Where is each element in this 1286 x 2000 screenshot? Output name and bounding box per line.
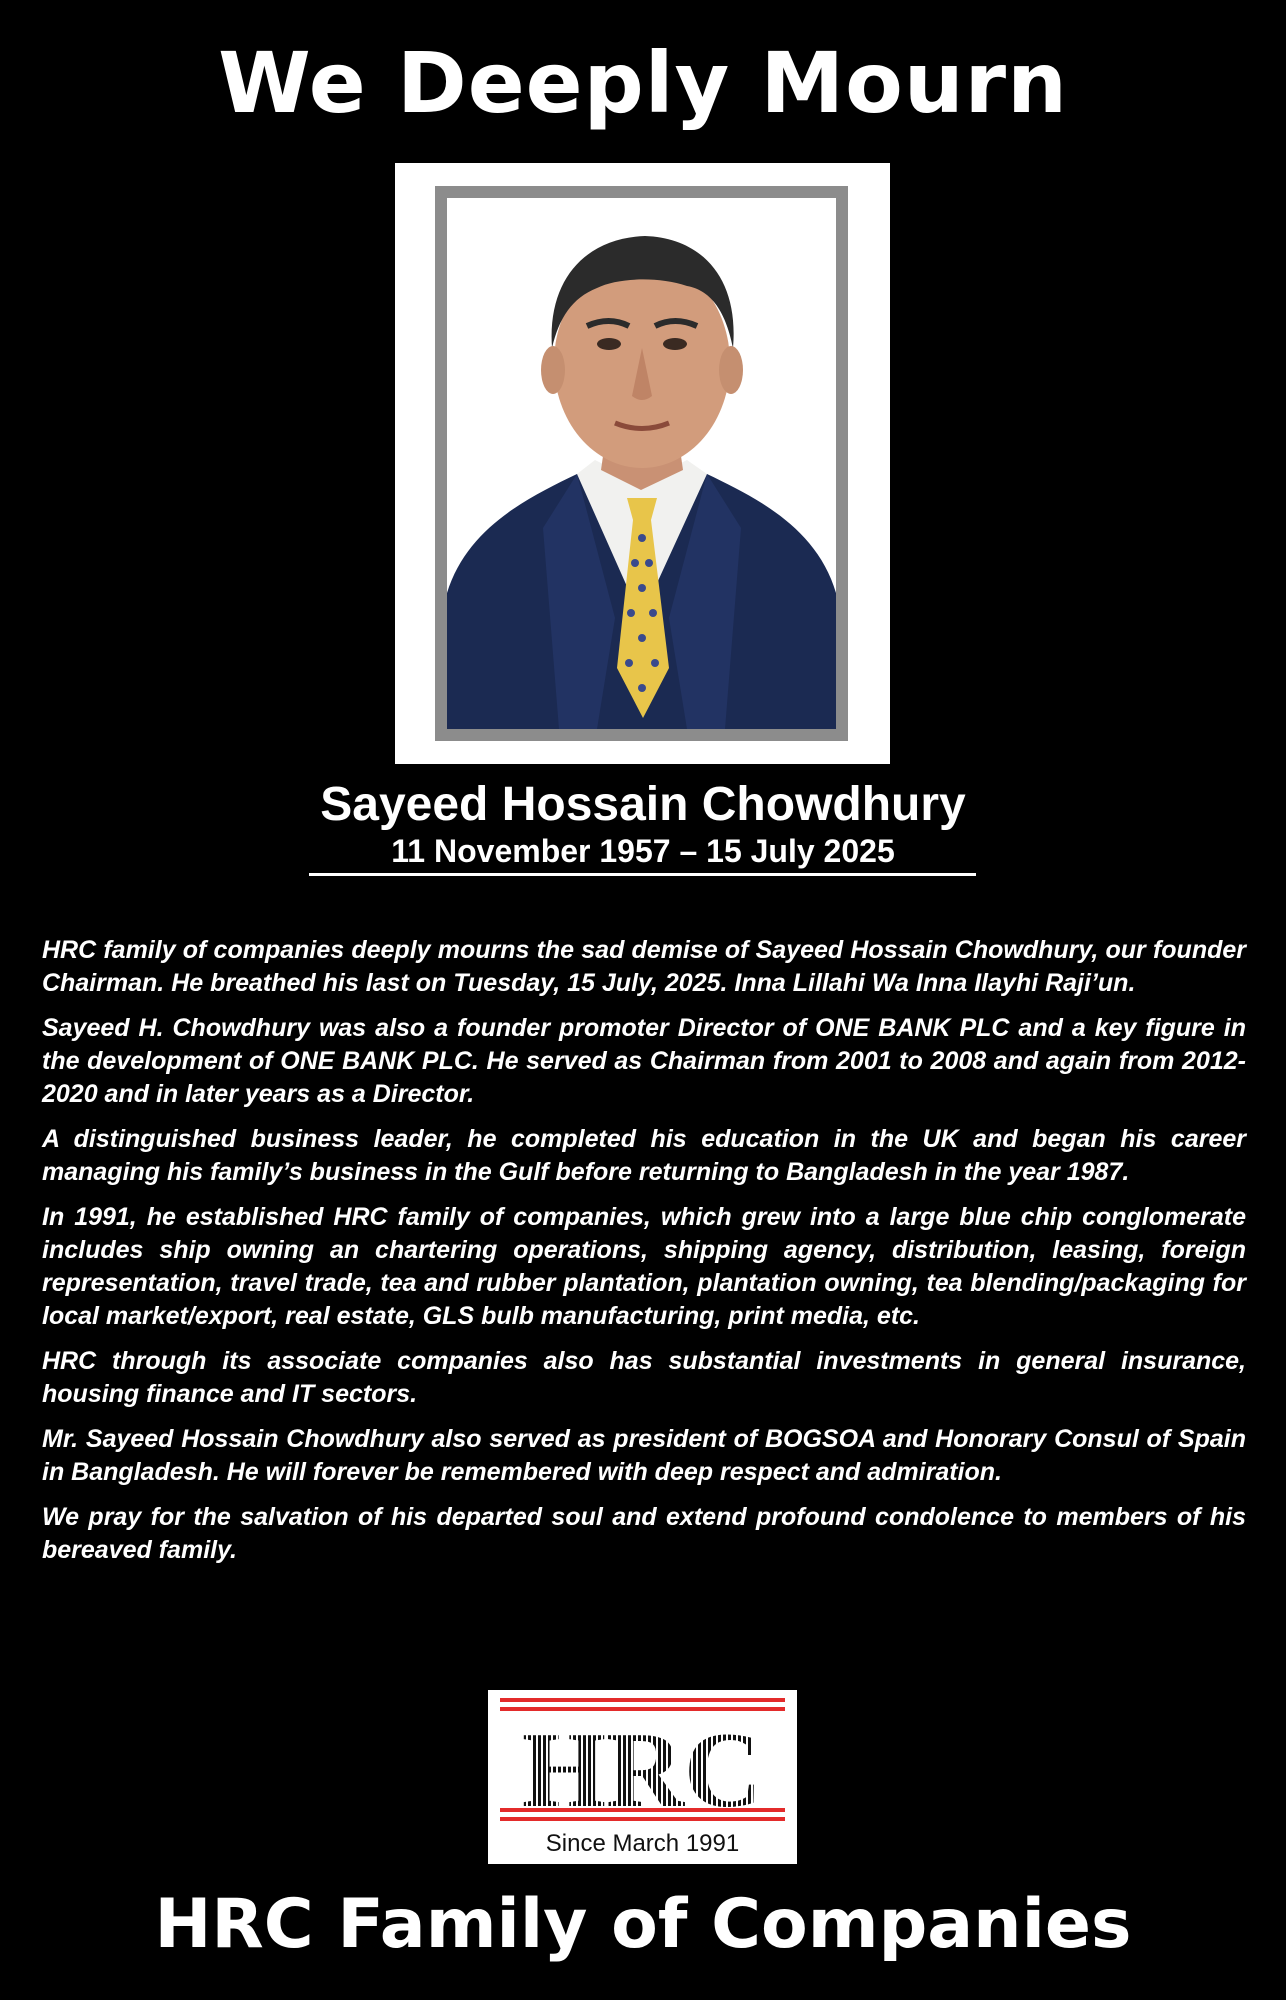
logo-stripe-bottom — [500, 1808, 785, 1812]
paragraph: Sayeed H. Chowdhury was also a founder promoter Director of ONE BANK PLC and a key figure in the development of ONE BANK PLC. He served as Chairman from 2001 to 2008 and again from 2012-2020 and in later years as a Director. — [42, 1014, 1246, 1108]
paragraph: In 1991, he established HRC family of companies, which grew into a large blue chip conglomerate includes ship owning an chartering operations, shipping agency, distribution, leasing, foreign representation, travel trade, tea and rubber plantation, plantation owning, tea blending/packaging for local market/export, real estate, GLS bulb manufacturing, print media, etc. — [42, 1203, 1246, 1330]
life-dates: 11 November 1957 – 15 July 2025 — [391, 833, 895, 869]
paragraph: We pray for the salvation of his departed soul and extend profound condolence to members of his bereaved family. — [42, 1503, 1246, 1564]
paragraph: HRC family of companies deeply mourns the sad demise of Sayeed Hossain Chowdhury, our founder Chairman. He breathed his last on Tuesday, 15 July, 2025. Inna Lillahi Wa Inna Ilayhi Raji’un. — [42, 936, 1246, 997]
obituary-text — [42, 934, 1246, 1579]
logo-since: Since March 1991 — [545, 1830, 740, 1857]
logo-stripe-top-2 — [500, 1707, 785, 1711]
logo-stripe-top — [500, 1698, 785, 1702]
paragraph: HRC through its associate companies also has substantial investments in general insurance, housing finance and IT sectors. — [42, 1347, 1246, 1408]
company-signature: HRC Family of Companies — [154, 1885, 1132, 1964]
portrait-border — [435, 186, 848, 741]
paragraph: A distinguished business leader, he completed his education in the UK and began his career managing his family’s business in the Gulf before returning to Bangladesh in the year 1987. — [42, 1125, 1246, 1186]
portrait-frame — [395, 163, 890, 764]
hrc-logo — [488, 1690, 797, 1864]
portrait-photo — [447, 198, 836, 729]
paragraph: Mr. Sayeed Hossain Chowdhury also served as president of BOGSOA and Honorary Consul of Spain in Bangladesh. He will forever be remembered with deep respect and admiration. — [42, 1425, 1246, 1486]
headline: We Deeply Mourn — [218, 34, 1068, 132]
deceased-name: Sayeed Hossain Chowdhury — [320, 778, 966, 831]
logo-stripe-bottom-2 — [500, 1817, 785, 1821]
name-underline — [309, 873, 976, 876]
